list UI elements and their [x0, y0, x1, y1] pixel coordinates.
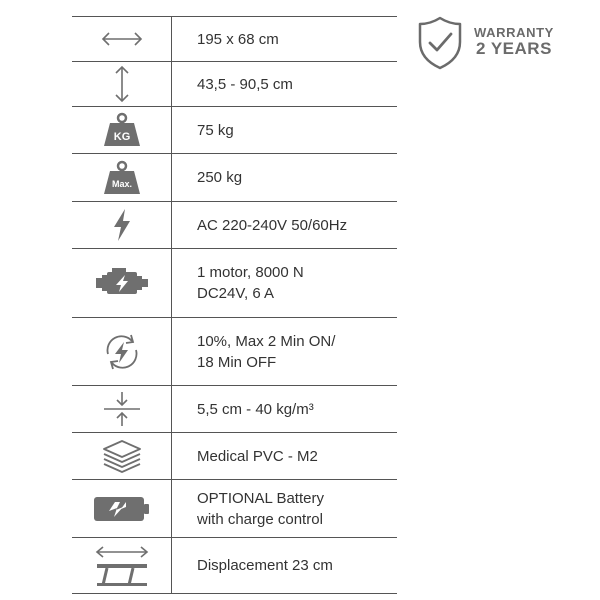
spec-row-motor — [72, 248, 397, 317]
spec-row-weight — [72, 106, 397, 153]
spec-row-displacement — [72, 537, 397, 594]
spec-value: AC 220-240V 50/60Hz — [197, 216, 348, 234]
warranty-text — [474, 25, 554, 58]
spec-value-line: 18 Min OFF — [197, 353, 277, 371]
power-bolt-icon — [111, 208, 133, 242]
shield-check-icon — [416, 15, 464, 71]
motor-icon — [95, 266, 149, 300]
spec-row-max-load — [72, 153, 397, 201]
spec-value-line: with charge control — [197, 510, 323, 528]
warranty-badge — [416, 15, 576, 75]
spec-row-dimensions — [72, 16, 397, 61]
spec-row-power — [72, 201, 397, 248]
weight-kg-icon — [102, 112, 142, 148]
spec-value: 43,5 - 90,5 cm — [197, 75, 293, 93]
spec-value: Displacement 23 cm — [197, 557, 333, 574]
height-range-icon — [112, 65, 132, 103]
svg-text:Max.: Max. — [111, 178, 132, 189]
spec-value-line: OPTIONAL Battery — [197, 489, 324, 507]
warranty-label: WARRANTY — [474, 25, 554, 40]
spec-value-line: DC24V, 6 A — [197, 285, 274, 302]
mattress-thickness-icon — [102, 391, 142, 427]
spec-value: 75 kg — [197, 121, 234, 139]
spec-value: Medical PVC - M2 — [197, 447, 318, 465]
duty-cycle-icon — [100, 332, 144, 372]
spec-value-line: 1 motor, 8000 N — [197, 264, 304, 281]
spec-row-mattress — [72, 385, 397, 432]
spec-value-line: 10%, Max 2 Min ON/ — [197, 332, 336, 350]
spec-row-height — [72, 61, 397, 106]
battery-icon — [93, 494, 151, 524]
warranty-duration: 2 YEARS — [475, 39, 552, 58]
svg-text:KG: KG — [113, 131, 130, 143]
spec-row-material — [72, 432, 397, 479]
spec-value: 195 x 68 cm — [197, 30, 279, 48]
spec-value: 5,5 cm - 40 kg/m³ — [197, 400, 314, 418]
displacement-icon — [93, 545, 151, 587]
dimensions-icon — [100, 29, 144, 49]
spec-row-battery — [72, 479, 397, 537]
spec-row-duty-cycle — [72, 317, 397, 385]
spec-value: 250 kg — [197, 169, 243, 186]
layers-icon — [101, 439, 143, 473]
max-load-icon — [102, 160, 142, 196]
spec-table — [72, 16, 397, 594]
